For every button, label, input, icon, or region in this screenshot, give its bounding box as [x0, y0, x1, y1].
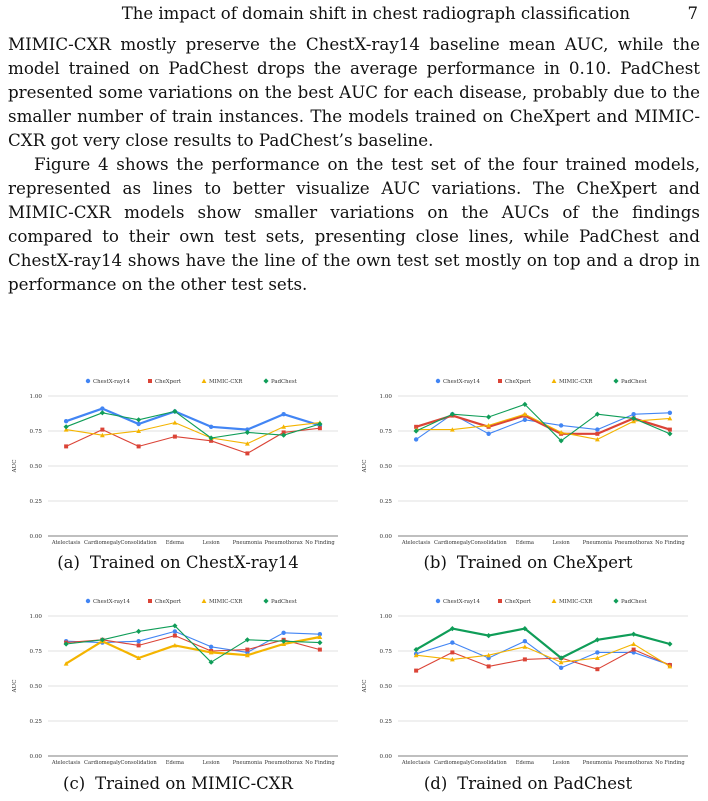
x-tick-label: Edema	[515, 760, 534, 766]
y-tick-label: 0.75	[29, 649, 42, 655]
data-point	[136, 629, 141, 634]
data-point	[631, 412, 635, 416]
data-point	[450, 640, 454, 644]
data-point	[245, 648, 249, 652]
page-number: 7	[687, 4, 698, 23]
caption-label: (a)	[57, 553, 80, 572]
svg-text:CheXpert: CheXpert	[505, 599, 532, 605]
svg-text:PadChest: PadChest	[621, 599, 647, 605]
body-text	[8, 32, 700, 296]
caption-text: Trained on CheXpert	[456, 553, 633, 572]
x-tick-label: Pneumonia	[582, 760, 613, 766]
caption-c	[8, 774, 348, 793]
data-point	[631, 632, 636, 637]
data-point	[523, 418, 527, 422]
data-point	[245, 451, 249, 455]
y-axis-label: AUC	[362, 459, 368, 473]
data-point	[318, 648, 322, 652]
x-tick-label: Pneumonia	[232, 760, 263, 766]
svg-text:ChestX-ray14: ChestX-ray14	[93, 379, 130, 385]
data-point	[632, 648, 636, 652]
legend-entry	[202, 599, 244, 605]
data-point	[631, 642, 636, 646]
chart-d	[358, 588, 698, 788]
y-tick-label: 1.00	[29, 394, 42, 400]
x-tick-label: Consolidation	[470, 760, 507, 766]
data-point	[137, 444, 141, 448]
x-tick-label: Edema	[515, 540, 534, 546]
legend-entry	[613, 378, 647, 385]
svg-text:CheXpert: CheXpert	[155, 599, 182, 605]
caption-text: Trained on PadChest	[457, 774, 633, 793]
series-line	[66, 409, 320, 430]
y-tick-label: 0.00	[29, 754, 42, 760]
y-tick-label: 0.50	[379, 684, 392, 690]
y-tick-label: 0.50	[379, 464, 392, 470]
svg-text:MIMIC-CXR: MIMIC-CXR	[209, 599, 243, 605]
data-point	[100, 410, 105, 415]
data-point	[450, 650, 454, 654]
data-point	[668, 428, 672, 432]
x-tick-label: Lesion	[202, 760, 220, 766]
data-point	[486, 414, 491, 419]
data-point	[100, 406, 104, 410]
y-axis-label: AUC	[362, 679, 368, 693]
svg-text:CheXpert: CheXpert	[155, 379, 182, 385]
legend-entry	[148, 599, 182, 605]
y-tick-label: 0.50	[29, 464, 42, 470]
data-point	[523, 657, 527, 661]
data-point	[317, 640, 322, 645]
legend-entry	[86, 599, 131, 605]
data-point	[559, 666, 563, 670]
y-tick-label: 0.25	[29, 499, 42, 505]
data-point	[136, 422, 140, 426]
x-tick-label: No Finding	[655, 760, 685, 766]
data-point	[667, 641, 672, 646]
data-point	[595, 427, 599, 431]
data-point	[209, 645, 213, 649]
data-point	[173, 634, 177, 638]
x-tick-label: No Finding	[655, 540, 685, 546]
caption-label: (d)	[423, 774, 448, 793]
caption-a	[8, 553, 348, 572]
data-point	[668, 411, 672, 415]
data-point	[137, 643, 141, 647]
y-tick-label: 0.75	[379, 429, 392, 435]
svg-text:ChestX-ray14: ChestX-ray14	[443, 599, 480, 605]
data-point	[172, 420, 177, 424]
legend-entry	[498, 379, 532, 385]
x-tick-label: Pneumothorax	[264, 760, 303, 766]
y-tick-label: 0.50	[29, 684, 42, 690]
x-tick-label: Consolidation	[120, 760, 157, 766]
data-point	[136, 639, 140, 643]
x-tick-label: Atelectasis	[401, 760, 431, 766]
caption-d	[358, 774, 698, 793]
x-tick-label: No Finding	[305, 760, 335, 766]
legend-entry	[552, 599, 594, 605]
svg-text:CheXpert: CheXpert	[505, 379, 532, 385]
legend-entry	[436, 379, 481, 385]
caption-text: Trained on MIMIC-CXR	[95, 774, 293, 793]
x-tick-label: Atelectasis	[51, 760, 81, 766]
y-tick-label: 0.00	[379, 534, 392, 540]
legend-entry	[263, 598, 297, 605]
data-point	[318, 426, 322, 430]
x-tick-label: Pneumothorax	[264, 540, 303, 546]
data-point	[209, 425, 213, 429]
legend-entry	[552, 379, 594, 385]
y-tick-label: 0.00	[29, 534, 42, 540]
y-tick-label: 0.25	[379, 719, 392, 725]
x-tick-label: Cardiomegaly	[434, 540, 471, 546]
legend-entry	[202, 379, 244, 385]
figure-panel-b	[358, 368, 698, 568]
data-point	[281, 412, 285, 416]
figure-panel-c	[8, 588, 348, 788]
data-point	[64, 424, 69, 429]
y-tick-label: 1.00	[379, 394, 392, 400]
legend-entry	[498, 599, 532, 605]
data-point	[100, 428, 104, 432]
data-point	[595, 667, 599, 671]
legend-entry	[263, 378, 297, 385]
svg-text:MIMIC-CXR: MIMIC-CXR	[209, 379, 243, 385]
x-tick-label: Consolidation	[120, 540, 157, 546]
x-tick-label: No Finding	[305, 540, 335, 546]
data-point	[486, 432, 490, 436]
x-tick-label: Edema	[165, 760, 184, 766]
y-tick-label: 0.75	[379, 649, 392, 655]
chart-b	[358, 368, 698, 568]
y-tick-label: 1.00	[379, 614, 392, 620]
data-point	[559, 423, 563, 427]
data-point	[595, 432, 599, 436]
y-tick-label: 0.00	[379, 754, 392, 760]
data-point	[173, 629, 177, 633]
data-point	[173, 435, 177, 439]
caption-label: (b)	[423, 553, 447, 572]
x-tick-label: Pneumothorax	[614, 760, 653, 766]
data-point	[281, 631, 285, 635]
paragraph: Figure 4 shows the performance on the test set of the four trained models, represented as lines to better visualize AUC variations. The CheXpert and MIMIC-CXR models show smaller variations on the AUCs of the findings compared to their own test sets, presenting close lines, while PadChest and ChestX-ray14 shows have the line of the own test set mostly on top and a drop in performance on the other test sets.	[8, 154, 700, 294]
svg-text:ChestX-ray14: ChestX-ray14	[93, 599, 130, 605]
figure-panel-a	[8, 368, 348, 568]
legend-entry	[613, 598, 647, 605]
chart-c	[8, 588, 348, 788]
legend-entry	[148, 379, 182, 385]
paragraph: MIMIC-CXR mostly preserve the ChestX-ray14 baseline mean AUC, while the model trained on PadChest drops the average performance in 0.10. PadChest presented some variations on the best AUC for each disease, probably due to the smaller number of train instances. The models trained on CheXpert and MIMIC-CXR got very close results to PadChest’s baseline.	[8, 34, 700, 150]
data-point	[667, 431, 672, 436]
x-tick-label: Lesion	[202, 540, 220, 546]
caption-label: (c)	[63, 774, 86, 793]
x-tick-label: Cardiomegaly	[84, 540, 121, 546]
y-tick-label: 1.00	[29, 614, 42, 620]
svg-text:MIMIC-CXR: MIMIC-CXR	[559, 599, 593, 605]
x-tick-label: Atelectasis	[401, 540, 431, 546]
y-tick-label: 0.25	[379, 499, 392, 505]
x-tick-label: Lesion	[552, 540, 570, 546]
data-point	[487, 664, 491, 668]
running-title: The impact of domain shift in chest radiograph classification	[121, 4, 630, 23]
data-point	[522, 644, 527, 648]
x-tick-label: Cardiomegaly	[434, 760, 471, 766]
x-tick-label: Consolidation	[470, 540, 507, 546]
svg-text:MIMIC-CXR: MIMIC-CXR	[559, 379, 593, 385]
y-tick-label: 0.75	[29, 429, 42, 435]
svg-text:PadChest: PadChest	[621, 379, 647, 385]
x-tick-label: Lesion	[552, 760, 570, 766]
x-tick-label: Atelectasis	[51, 540, 81, 546]
data-point	[245, 637, 250, 642]
running-header	[0, 4, 708, 26]
legend-entry	[436, 599, 481, 605]
data-point	[136, 417, 141, 422]
y-axis-label: AUC	[12, 679, 18, 693]
data-point	[523, 639, 527, 643]
data-point	[595, 650, 599, 654]
figure-panel-d	[358, 588, 698, 788]
data-point	[64, 419, 68, 423]
data-point	[414, 437, 418, 441]
caption-text: Trained on ChestX-ray14	[89, 553, 299, 572]
x-tick-label: Cardiomegaly	[84, 760, 121, 766]
data-point	[64, 444, 68, 448]
caption-b	[358, 553, 698, 572]
svg-text:ChestX-ray14: ChestX-ray14	[443, 379, 480, 385]
y-axis-label: AUC	[12, 459, 18, 473]
legend-entry	[86, 379, 131, 385]
y-tick-label: 0.25	[29, 719, 42, 725]
chart-a	[8, 368, 348, 568]
x-tick-label: Pneumothorax	[614, 540, 653, 546]
svg-text:PadChest: PadChest	[271, 599, 297, 605]
data-point	[414, 669, 418, 673]
x-tick-label: Pneumonia	[582, 540, 613, 546]
data-point	[486, 633, 491, 638]
svg-text:PadChest: PadChest	[271, 379, 297, 385]
x-tick-label: Edema	[165, 540, 184, 546]
x-tick-label: Pneumonia	[232, 540, 263, 546]
series-line	[416, 644, 670, 666]
